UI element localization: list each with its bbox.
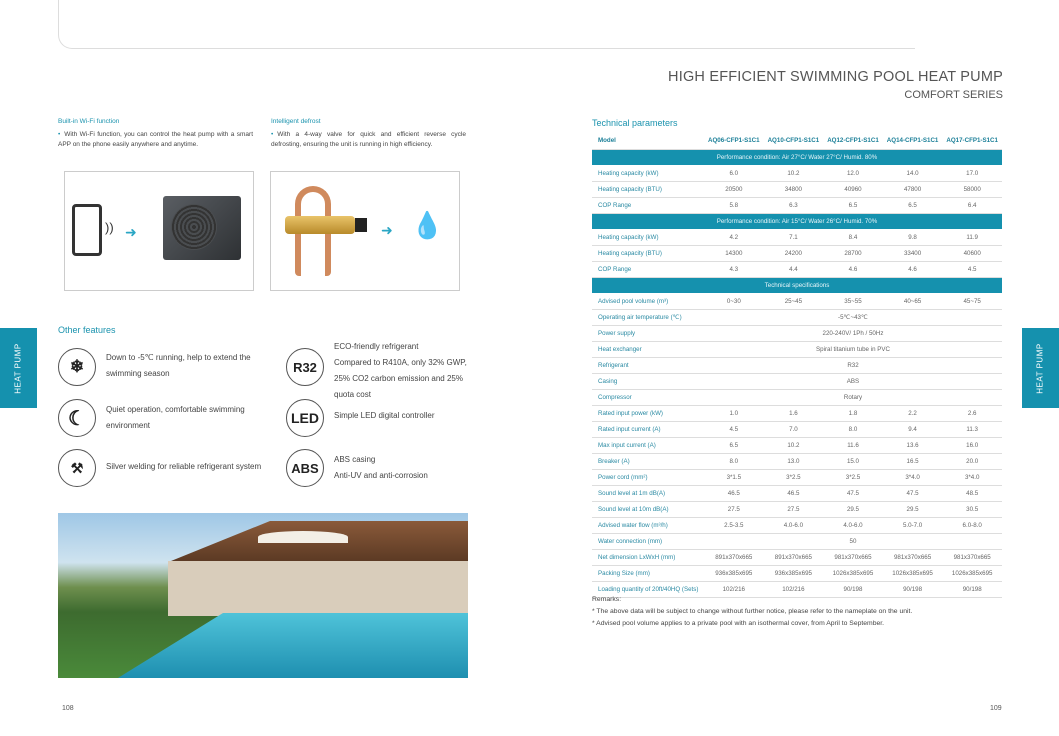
row-label: Rated input current (A) [592,421,704,437]
row-value: 5.8 [704,197,764,213]
table-row [592,565,1002,581]
row-value: 891x370x665 [704,549,764,565]
table-row [592,581,1002,597]
row-value: R32 [704,357,1002,373]
row-value: 90/198 [942,581,1002,597]
row-value: 29.5 [823,501,883,517]
table-row [592,469,1002,485]
table-row [592,533,1002,549]
side-tab-right [1022,328,1059,408]
feature-body-wifi: • With Wi-Fi function, you can control the heat pump with a smart APP on the phone easily anywhere and anytime. [58,130,253,150]
row-label: Heating capacity (kW) [592,229,704,245]
moon-icon: ☾ [58,399,96,437]
wifi-signal-icon: )) [105,220,114,235]
row-value: 11.9 [942,229,1002,245]
header-cell: AQ14-CFP1-S1C1 [883,133,943,149]
row-value: 58000 [942,181,1002,197]
phone-icon [72,204,102,256]
row-value: 47800 [883,181,943,197]
table-row [592,485,1002,501]
feature-led: Simple LED digital controller [334,411,435,420]
row-value: 981x370x665 [942,549,1002,565]
row-value: 40600 [942,245,1002,261]
row-value: 7.1 [764,229,824,245]
row-value: 46.5 [764,485,824,501]
row-value: 40~65 [883,293,943,309]
table-row [592,517,1002,533]
row-label: Advised pool volume (m³) [592,293,704,309]
feature-body-defrost: • With a 4-way valve for quick and efficient reverse cycle defrosting, ensuring the unit is running in high efficiency. [271,130,466,150]
row-value: 981x370x665 [823,549,883,565]
row-label: Heating capacity (kW) [592,165,704,181]
side-tab-label: HEAT PUMP [1036,342,1045,394]
heat-pump-unit-image [163,196,241,260]
row-value: 6.5 [704,437,764,453]
table-row [592,309,1002,325]
table-row [592,197,1002,213]
row-value: 4.4 [764,261,824,277]
row-label: Operating air temperature (℃) [592,309,704,325]
row-value: 102/216 [704,581,764,597]
row-label: Compressor [592,389,704,405]
section-band [592,213,1002,229]
row-label: COP Range [592,197,704,213]
row-value: 2.5-3.5 [704,517,764,533]
row-value: 6.5 [823,197,883,213]
feature-title-wifi: Built-in Wi-Fi function [58,118,120,125]
section-band-label: Performance condition: Air 15°C/ Water 26°C/ Humid. 70% [592,213,1002,229]
row-value: 40960 [823,181,883,197]
row-value: 10.2 [764,165,824,181]
row-value: 47.5 [823,485,883,501]
row-value: 28700 [823,245,883,261]
header-cell: Model [592,133,704,149]
page-subtitle: COMFORT SERIES [904,89,1003,101]
row-value: 4.0-6.0 [764,517,824,533]
section-band-label: Technical specifications [592,277,1002,293]
side-tab-left [0,328,37,408]
row-value: 102/216 [764,581,824,597]
row-value: 10.2 [764,437,824,453]
row-label: Advised water flow (m³/h) [592,517,704,533]
table-row [592,181,1002,197]
table-row [592,341,1002,357]
led-icon: LED [286,399,324,437]
row-value: 4.3 [704,261,764,277]
table-row [592,437,1002,453]
side-tab-label: HEAT PUMP [14,342,23,394]
row-value: 17.0 [942,165,1002,181]
table-row [592,421,1002,437]
table-row [592,389,1002,405]
page-title: HIGH EFFICIENT SWIMMING POOL HEAT PUMP [668,69,1003,85]
feature-welding: Silver welding for reliable refrigerant system [106,462,262,471]
row-value: 6.5 [883,197,943,213]
section-band-label: Performance condition: Air 27°C/ Water 27°C/ Humid. 80% [592,149,1002,165]
row-value: 3*1.5 [704,469,764,485]
row-label: Power cord (mm²) [592,469,704,485]
row-value: 45~75 [942,293,1002,309]
row-value: Rotary [704,389,1002,405]
row-label: Heating capacity (BTU) [592,181,704,197]
row-value: 50 [704,533,1002,549]
row-value: 981x370x665 [883,549,943,565]
row-value: 15.0 [823,453,883,469]
row-value: -5℃~43℃ [704,309,1002,325]
row-value: 4.5 [942,261,1002,277]
feature-refrigerant: ECO-friendly refrigerant Compared to R410A, only 32% GWP, 25% CO2 carbon emission and 25% quota cost [334,342,467,399]
pool-villa-photo [58,513,468,678]
row-label: COP Range [592,261,704,277]
table-row [592,165,1002,181]
row-value: 9.4 [883,421,943,437]
row-value: 16.5 [883,453,943,469]
row-value: 220-240V/ 1Ph / 50Hz [704,325,1002,341]
row-value: 3*4.0 [883,469,943,485]
arrow-icon: ➜ [381,222,393,238]
table-row [592,229,1002,245]
section-band [592,149,1002,165]
arrow-icon: ➜ [125,224,137,240]
row-value: 30.5 [942,501,1002,517]
row-value: 35~55 [823,293,883,309]
row-value: 936x385x695 [764,565,824,581]
row-value: 2.2 [883,405,943,421]
row-value: 4.5 [704,421,764,437]
row-label: Rated input power (kW) [592,405,704,421]
row-value: 4.2 [704,229,764,245]
water-drop-snowflake-icon: 💧 [411,210,444,240]
valve-coil [355,218,367,232]
tech-params-heading: Technical parameters [592,118,678,128]
row-value: 46.5 [704,485,764,501]
header-cell: AQ17-CFP1-S1C1 [942,133,1002,149]
row-label: Heating capacity (BTU) [592,245,704,261]
row-value: 9.8 [883,229,943,245]
row-value: 6.0-8.0 [942,517,1002,533]
row-value: 1.0 [704,405,764,421]
feature-casing: ABS casing Anti-UV and anti-corrosion [334,455,428,480]
defrost-illustration [270,171,460,291]
table-row [592,373,1002,389]
wifi-illustration [64,171,254,291]
row-value: 29.5 [883,501,943,517]
row-value: 5.0-7.0 [883,517,943,533]
feature-quiet: Quiet operation, comfortable swimming environment [106,405,245,430]
remark-2: * Advised pool volume applies to a private pool with an isothermal cover, from April to September. [592,620,885,627]
row-value: Spiral titanium tube in PVC [704,341,1002,357]
table-row [592,549,1002,565]
abs-icon: ABS [286,449,324,487]
row-value: 13.0 [764,453,824,469]
row-value: 13.6 [883,437,943,453]
page-number-left: 108 [62,705,74,712]
row-label: Heat exchanger [592,341,704,357]
row-value: 3*2.5 [764,469,824,485]
row-value: 0~30 [704,293,764,309]
row-value: 936x385x695 [704,565,764,581]
table-row [592,325,1002,341]
row-label: Sound level at 10m dB(A) [592,501,704,517]
row-value: 891x370x665 [764,549,824,565]
row-value: 20500 [704,181,764,197]
row-value: 1026x385x695 [942,565,1002,581]
row-value: 16.0 [942,437,1002,453]
row-value: ABS [704,373,1002,389]
remark-1: * The above data will be subject to change without further notice, please refer to the nameplate on the unit. [592,608,913,615]
row-value: 8.4 [823,229,883,245]
row-value: 27.5 [764,501,824,517]
section-band [592,277,1002,293]
feature-title-defrost: Intelligent defrost [271,118,321,125]
row-value: 11.3 [942,421,1002,437]
row-value: 90/198 [883,581,943,597]
row-label: Sound level at 1m dB(A) [592,485,704,501]
row-label: Refrigerant [592,357,704,373]
header-cell: AQ10-CFP1-S1C1 [764,133,824,149]
r32-icon: R32 [286,348,324,386]
row-label: Packing Size (mm) [592,565,704,581]
row-value: 27.5 [704,501,764,517]
row-value: 25~45 [764,293,824,309]
row-value: 12.0 [823,165,883,181]
table-row [592,357,1002,373]
row-label: Water connection (mm) [592,533,704,549]
table-row [592,501,1002,517]
row-value: 14300 [704,245,764,261]
header-cell: AQ06-CFP1-S1C1 [704,133,764,149]
row-value: 2.6 [942,405,1002,421]
row-value: 24200 [764,245,824,261]
row-value: 6.0 [704,165,764,181]
page-number-right: 109 [990,705,1002,712]
row-value: 6.3 [764,197,824,213]
row-value: 8.0 [823,421,883,437]
row-value: 7.0 [764,421,824,437]
page-frame-line [58,0,915,49]
table-row [592,405,1002,421]
row-value: 4.6 [883,261,943,277]
row-value: 3*2.5 [823,469,883,485]
row-value: 6.4 [942,197,1002,213]
table-row [592,245,1002,261]
welding-torch-icon: ⚒ [58,449,96,487]
row-label: Power supply [592,325,704,341]
row-value: 4.0-6.0 [823,517,883,533]
remarks-heading: Remarks: [592,596,622,603]
table-row [592,453,1002,469]
row-value: 48.5 [942,485,1002,501]
row-label: Net dimension LxWxH (mm) [592,549,704,565]
row-value: 1.8 [823,405,883,421]
row-label: Breaker (A) [592,453,704,469]
row-value: 1.6 [764,405,824,421]
row-label: Casing [592,373,704,389]
row-value: 4.6 [823,261,883,277]
row-value: 34800 [764,181,824,197]
row-label: Max input current (A) [592,437,704,453]
row-value: 14.0 [883,165,943,181]
valve-body [285,216,355,234]
row-value: 8.0 [704,453,764,469]
row-value: 11.6 [823,437,883,453]
tech-params-table [592,133,1002,598]
other-features-heading: Other features [58,325,116,335]
row-value: 1026x385x695 [883,565,943,581]
row-value: 47.5 [883,485,943,501]
snowflake-icon: ❄ [58,348,96,386]
row-label: Loading quantity of 20ft/40HQ (Sets) [592,581,704,597]
table-header-row [592,133,1002,149]
table-row [592,261,1002,277]
row-value: 1026x385x695 [823,565,883,581]
row-value: 33400 [883,245,943,261]
row-value: 90/198 [823,581,883,597]
feature-low-temp: Down to -5℃ running, help to extend the swimming season [106,353,251,378]
table-row [592,293,1002,309]
row-value: 3*4.0 [942,469,1002,485]
row-value: 20.0 [942,453,1002,469]
header-cell: AQ12-CFP1-S1C1 [823,133,883,149]
